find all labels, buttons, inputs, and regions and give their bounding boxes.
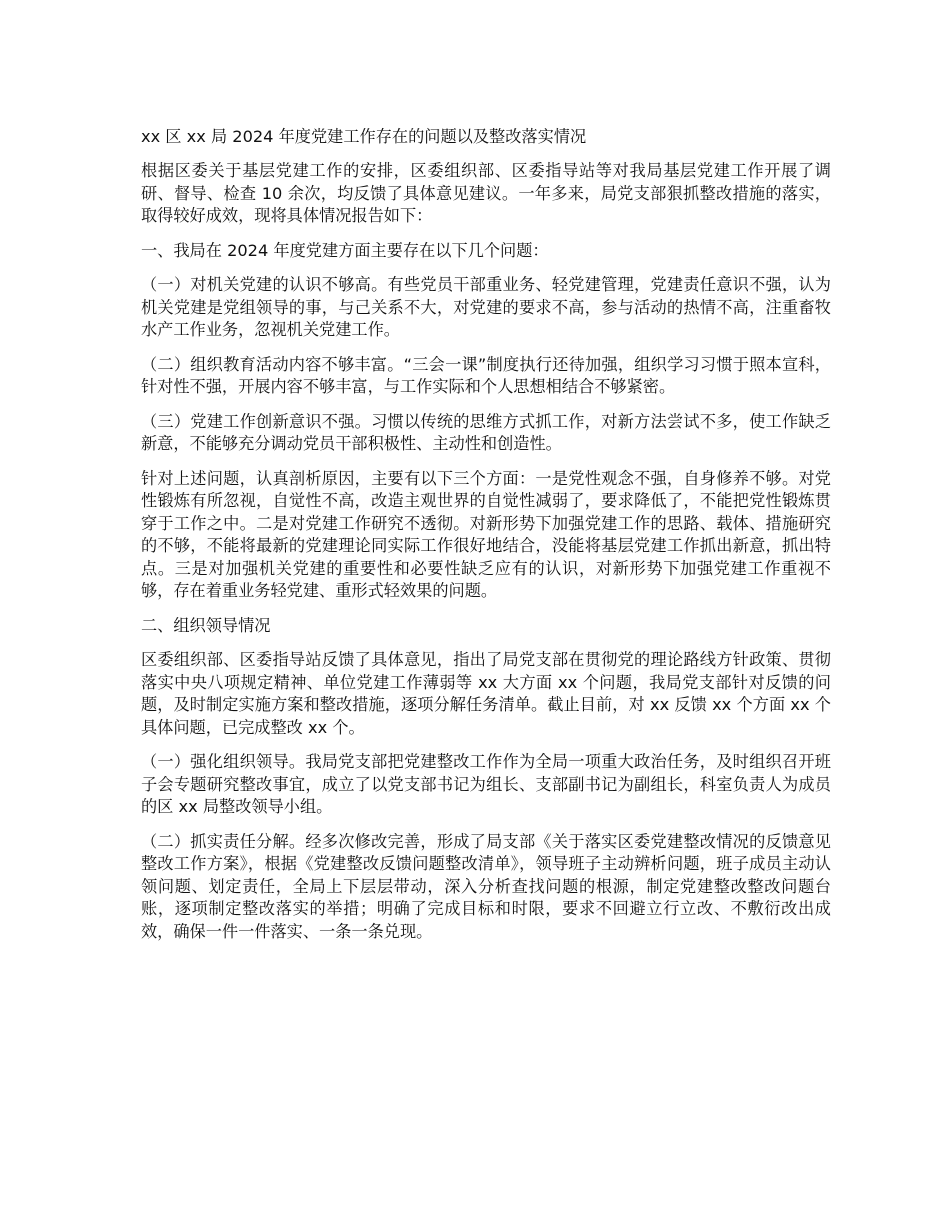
section-heading-problems: 一、我局在 2024 年度党建方面主要存在以下几个问题： [141,240,549,260]
cause-analysis-paragraph: 针对上述问题，认真剖析原因，主要有以下三个方面：一是党性观念不强，自身修养不够。对党性锻炼有所忽视，自觉性不高，改造主观世界的自觉性减弱了，要求降低了，不能把党性锻炼贯穿于工作之中。二是对党建工作研究不透彻。对新形势下加强党建工作的思路、载体、措施研究的不够，不能将最新的党建理论同实际工作很好地结合，没能将基层党建工作抓出新意，抓出特点。三是对加强机关党建的重要性和必要性缺乏应有的认识，对新形势下加强党建工作重视不够，存在着重业务轻党建、重形式轻效果的问题。 [141,468,831,600]
problem-item-2: （二）组织教育活动内容不够丰富。“三会一课”制度执行还待加强，组织学习习惯于照本宣科，针对性不强，开展内容不够丰富，与工作实际和个人思想相结合不够紧密。 [141,354,831,396]
problem-item-3: （三）党建工作创新意识不强。习惯以传统的思维方式抓工作，对新方法尝试不多，使工作缺乏新意，不能够充分调动党员干部积极性、主动性和创造性。 [141,411,831,453]
section-heading-leadership: 二、组织领导情况 [141,615,271,635]
measure-item-2: （二）抓实责任分解。经多次修改完善，形成了局支部《关于落实区委党建整改情况的反馈意见整改工作方案》，根据《党建整改反馈问题整改清单》，领导班子主动辨析问题，班子成员主动认领问题、划定责任，全局上下层层带动，深入分析查找问题的根源，制定党建整改整改问题台账，逐项制定整改落实的举措；明确了完成目标和时限，要求不回避立行立改、不敷衍改出成效，确保一件一件落实、一条一条兑现。 [141,831,831,941]
document-page [141,126,831,955]
measure-item-1: （一）强化组织领导。我局党支部把党建整改工作作为全局一项重大政治任务，及时组织召开班子会专题研究整改事宜，成立了以党支部书记为组长、支部副书记为副组长，科室负责人为成员的区 xx 局整改领导小组。 [141,752,831,816]
problem-item-1: （一）对机关党建的认识不够高。有些党员干部重业务、轻党建管理，党建责任意识不强，认为机关党建是党组领导的事，与己关系不大，对党建的要求不高，参与活动的热情不高，注重畜牧水产工作业务，忽视机关党建工作。 [141,275,831,339]
leadership-summary-paragraph: 区委组织部、区委指导站反馈了具体意见，指出了局党支部在贯彻党的理论路线方针政策、贯彻落实中央八项规定精神、单位党建工作薄弱等 xx 大方面 xx 个问题，我局党支部针对反馈的问题，及时制定实施方案和整改措施，逐项分解任务清单。截止目前，对 xx 反馈 xx 个方面 xx 个具体问题，已完成整改 xx 个。 [141,650,831,737]
document-title: xx 区 xx 局 2024 年度党建工作存在的问题以及整改落实情况 [141,127,587,146]
intro-paragraph: 根据区委关于基层党建工作的安排，区委组织部、区委指导站等对我局基层党建工作开展了调研、督导、检查 10 余次，均反馈了具体意见建议。一年多来，局党支部狠抓整改措施的落实，取得较好成效，现将具体情况报告如下： [141,161,831,225]
